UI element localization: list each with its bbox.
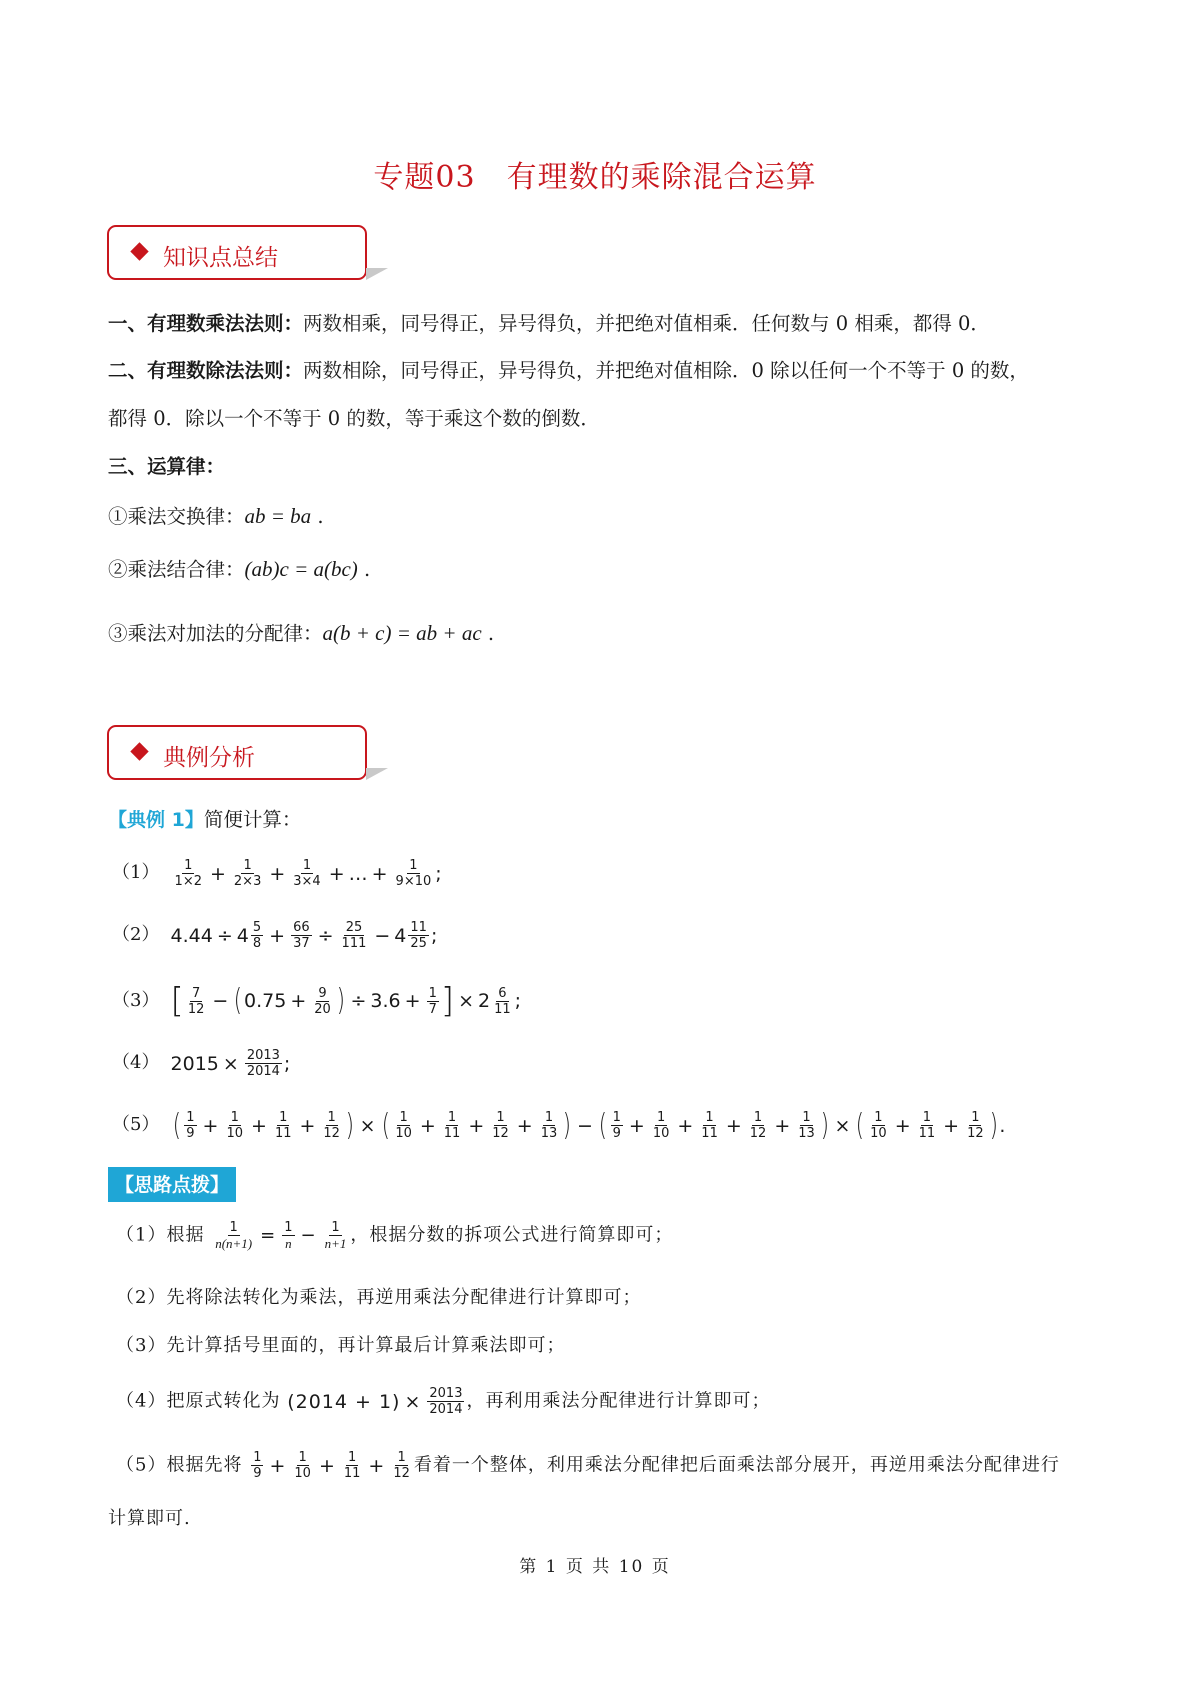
item-label: （1） (112, 862, 160, 883)
diamond-icon (130, 242, 148, 260)
section-shadow-decoration (366, 268, 388, 280)
law-label: ③乘法对加法的分配律： (108, 622, 323, 645)
hint-tag: 【思路点拨】 (108, 1167, 236, 1202)
rule-head: 二、有理数除法法则： (108, 359, 304, 382)
formula: 4.44 ÷ 4 $\frac{5}{8}$ + $\frac{66}{37}$ ÷ $\frac{25}{111}$ − 4 $\frac{11}{25}$ ; (170, 920, 438, 951)
hint-formula: $\frac{1}{9}$ + $\frac{1}{10}$ + $\frac{1}{11}$ + $\frac{1}{12}$ (253, 1450, 410, 1481)
hint-2: （2）先将除法转化为乘法，再逆用乘法分配律进行计算即可； (116, 1287, 642, 1308)
law-label: ②乘法结合律： (108, 558, 245, 581)
hint-text: （4）把原式转化为 (116, 1390, 281, 1412)
law-formula: ab = ba (244, 504, 312, 528)
section-header-examples (107, 725, 367, 780)
rule-head: 一、有理数乘法法则： (108, 312, 304, 335)
item-label: （4） (112, 1052, 160, 1073)
hint-4 (116, 1386, 1096, 1417)
example-item-5 (112, 1107, 1006, 1143)
hint-formula: $\frac{1}{n(n+1)}$ = $\frac{1}{n}$ − $\frac{1}{n+1}$ (215, 1220, 347, 1251)
section-shadow-decoration (366, 768, 388, 780)
hint-formula: (2014 + 1) × $\frac{2013}{2014}$ (287, 1386, 463, 1417)
law-distributive: ③乘法对加法的分配律：a(b + c) = ab + ac . (108, 621, 495, 645)
example-item-2 (112, 920, 437, 951)
section-label: 典例分析 (163, 745, 255, 771)
formula: 2015 × $\frac{2013}{2014}$ ; (170, 1048, 291, 1079)
hint-5 (116, 1450, 1096, 1481)
rule-division-cont: 都得 0．除以一个不等于 0 的数，等于乘这个数的倒数． (108, 407, 600, 430)
hint-5-cont: 计算即可. (108, 1508, 191, 1529)
example-prompt: 简便计算： (203, 808, 302, 831)
formula: [ $\frac{7}{12}$ − ( 0.75 + $\frac{9}{20}$ ) ÷ 3.6 + $\frac{1}{7}$ ] × 2 $\frac{6}{11}$ ; (170, 981, 522, 1021)
law-commutative: ①乘法交换律：ab = ba . (108, 504, 324, 528)
law-label: ①乘法交换律： (108, 505, 245, 528)
example-item-3 (112, 981, 522, 1021)
section-label: 知识点总结 (163, 245, 278, 271)
item-label: （2） (112, 924, 160, 945)
law-formula: a(b + c) = ab + ac (322, 621, 482, 645)
hint-text: ，根据分数的拆项公式进行简算即可； (350, 1224, 674, 1246)
example-item-1 (112, 858, 442, 889)
page-footer: 第 1 页 共 10 页 (519, 1557, 671, 1577)
example-tag: 【典例 1】 (108, 809, 204, 831)
rule-text: 两数相除，同号得正，异号得负，并把绝对值相除．0 除以任何一个不等于 0 的数， (303, 359, 1029, 382)
rule-text: 两数相乘，同号得正，异号得负，并把绝对值相乘．任何数与 0 相乘，都得 0． (303, 312, 990, 335)
rule-multiplication (108, 310, 1088, 338)
law-associative: ②乘法结合律：(ab)c = a(bc) . (108, 557, 371, 581)
hint-text: 看着一个整体，利用乘法分配律把后面乘法部分展开，再逆用乘法分配律进行 (413, 1454, 1060, 1476)
hint-3: （3）先计算括号里面的，再计算最后计算乘法即可； (116, 1335, 566, 1356)
item-label: （3） (112, 989, 160, 1011)
page-title: 专题03 有理数的乘除混合运算 (373, 160, 817, 195)
laws-heading: 三、运算律： (108, 455, 226, 478)
formula: $\frac{1}{1\times 2}$ + $\frac{1}{2\times 3}$ + $\frac{1}{3\times 4}$ + … + $\frac{1}{9\times 10}$ ; (174, 858, 442, 889)
example-item-4 (112, 1048, 290, 1079)
formula: ( $\frac{1}{9}$ + $\frac{1}{10}$ + $\frac{1}{11}$ + $\frac{1}{12}$ ) × ( $\frac{1}{10}$ + $\frac{1}{11}$ + $\frac{1}{12}$ + $\frac{1}{13}$ ) − ( $\frac{1}{9}$ + $\frac{1}{10}$ + $\frac{1}{11}$ + $\frac{1}{12}$ + $\frac{1}{13}$ ) × ( $\frac{1}{10}$ + $\frac{1}{11}$ + $\frac{1}{12}$ ) . (172, 1107, 1006, 1143)
law-formula: (ab)c = a(bc) (244, 557, 358, 581)
rule-division (108, 357, 1088, 385)
section-header-knowledge (107, 225, 367, 280)
item-label: （5） (112, 1114, 160, 1135)
diamond-icon (130, 742, 148, 760)
hint-text: （5）根据先将 (116, 1454, 243, 1476)
hint-1 (116, 1220, 1096, 1251)
hint-text: ，再利用乘法分配律进行计算即可； (466, 1390, 771, 1412)
example-1-heading (108, 806, 1088, 834)
hint-text: （1）根据 (116, 1224, 205, 1246)
